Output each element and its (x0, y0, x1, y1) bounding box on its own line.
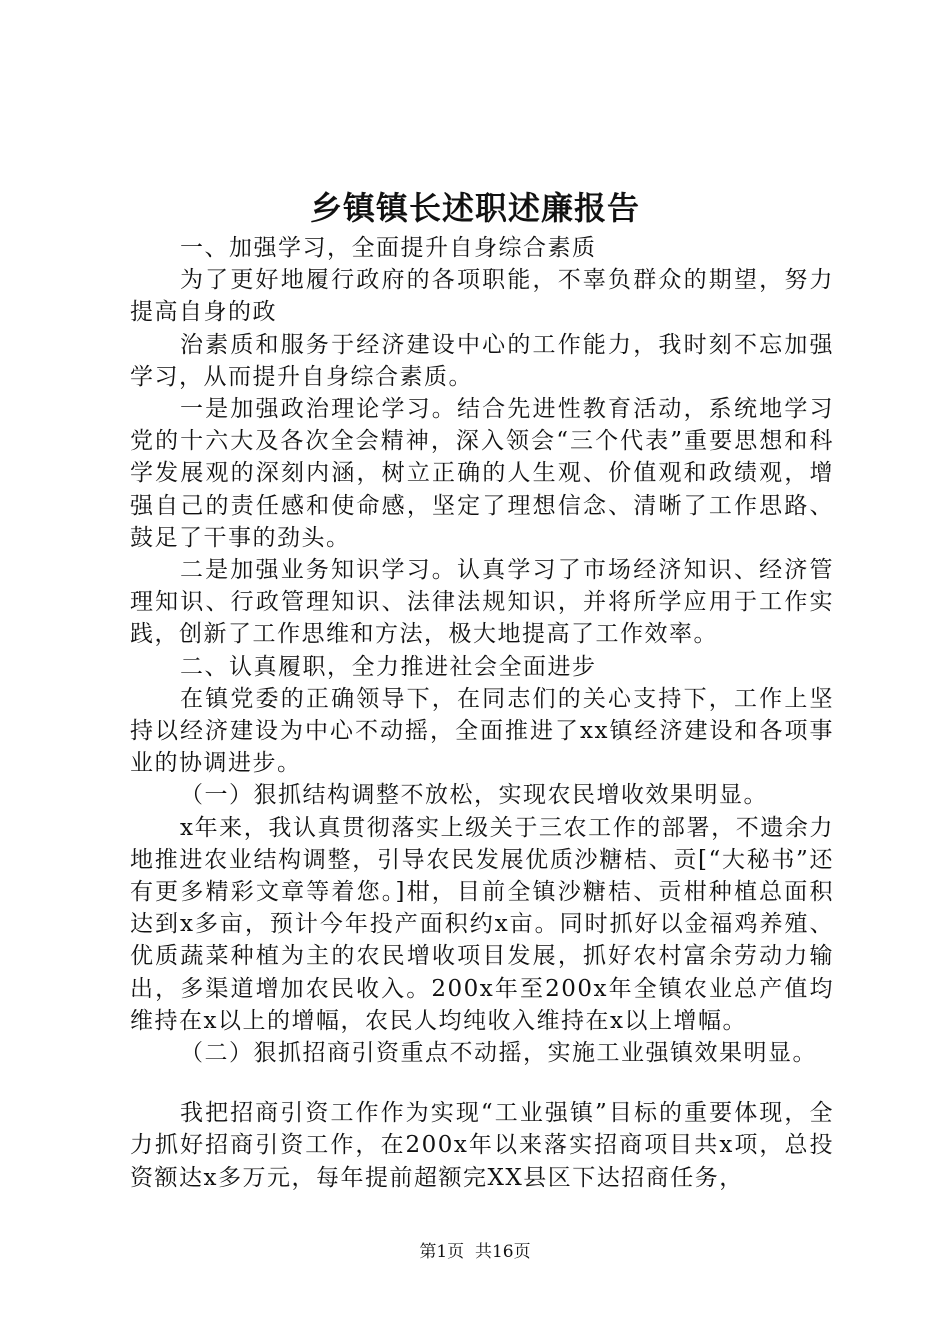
body-paragraph: 二是加强业务知识学习。认真学习了市场经济知识、经济管理知识、行政管理知识、法律法规知识，并将所学应用于工作实践，创新了工作思维和方法，极大地提高了工作效率。 (130, 557, 834, 648)
paragraph-spacer (130, 1069, 834, 1097)
body-paragraph: 我把招商引资工作作为实现“工业强镇”目标的重要体现，全力抓好招商引资工作，在200x年以来落实招商项目共x项，总投资额达x多万元，每年提前超额完XX县区下达招商任务， (130, 1100, 834, 1191)
page-footer: 第1页 共16页 (419, 1242, 531, 1262)
body-paragraph: 在镇党委的正确领导下，在同志们的关心支持下，工作上坚持以经济建设为中心不动摇，全面推进了xx镇经济建设和各项事业的协调进步。 (130, 685, 834, 777)
body-paragraph: x年来，我认真贯彻落实上级关于三农工作的部署，不遗余力地推进农业结构调整，引导农民发展优质沙糖桔、贡[“大秘书”还有更多精彩文章等着您。]柑，目前全镇沙糖桔、贡柑种植总面积达到x多亩，预计今年投产面积约x亩。同时抓好以金福鸡养殖、优质蔬菜种植为主的农民增收项目发展，抓好农村富余劳动力输出，多渠道增加农民收入。200x年至200x年全镇农业总产值均维持在x以上的增幅，农民人均纯收入维持在x以上增幅。 (130, 814, 834, 1034)
body-paragraph: 为了更好地履行政府的各项职能，不辜负群众的期望，努力提高自身的政 (130, 267, 834, 326)
subsection-heading: （二）狠抓招商引资重点不动摇，实施工业强镇效果明显。 (180, 1040, 817, 1067)
subsection-heading: （一）狠抓结构调整不放松，实现农民增收效果明显。 (180, 782, 768, 809)
body-paragraph: 治素质和服务于经济建设中心的工作能力，我时刻不忘加强学习，从而提升自身综合素质。 (130, 331, 834, 390)
body-paragraph: 一是加强政治理论学习。结合先进性教育活动，系统地学习党的十六大及各次全会精神，深入领会“三个代表”重要思想和科学发展观的深刻内涵，树立正确的人生观、价值观和政绩观，增强自己的责任感和使命感，坚定了理想信念、清晰了工作思路、鼓足了干事的劲头。 (130, 396, 834, 551)
section-heading: 二、认真履职，全力推进社会全面进步 (180, 653, 597, 680)
document-title: 乡镇镇长述职述廉报告 (309, 189, 640, 227)
section-heading: 一、加强学习，全面提升自身综合素质 (180, 235, 597, 261)
document-body (130, 232, 834, 1194)
